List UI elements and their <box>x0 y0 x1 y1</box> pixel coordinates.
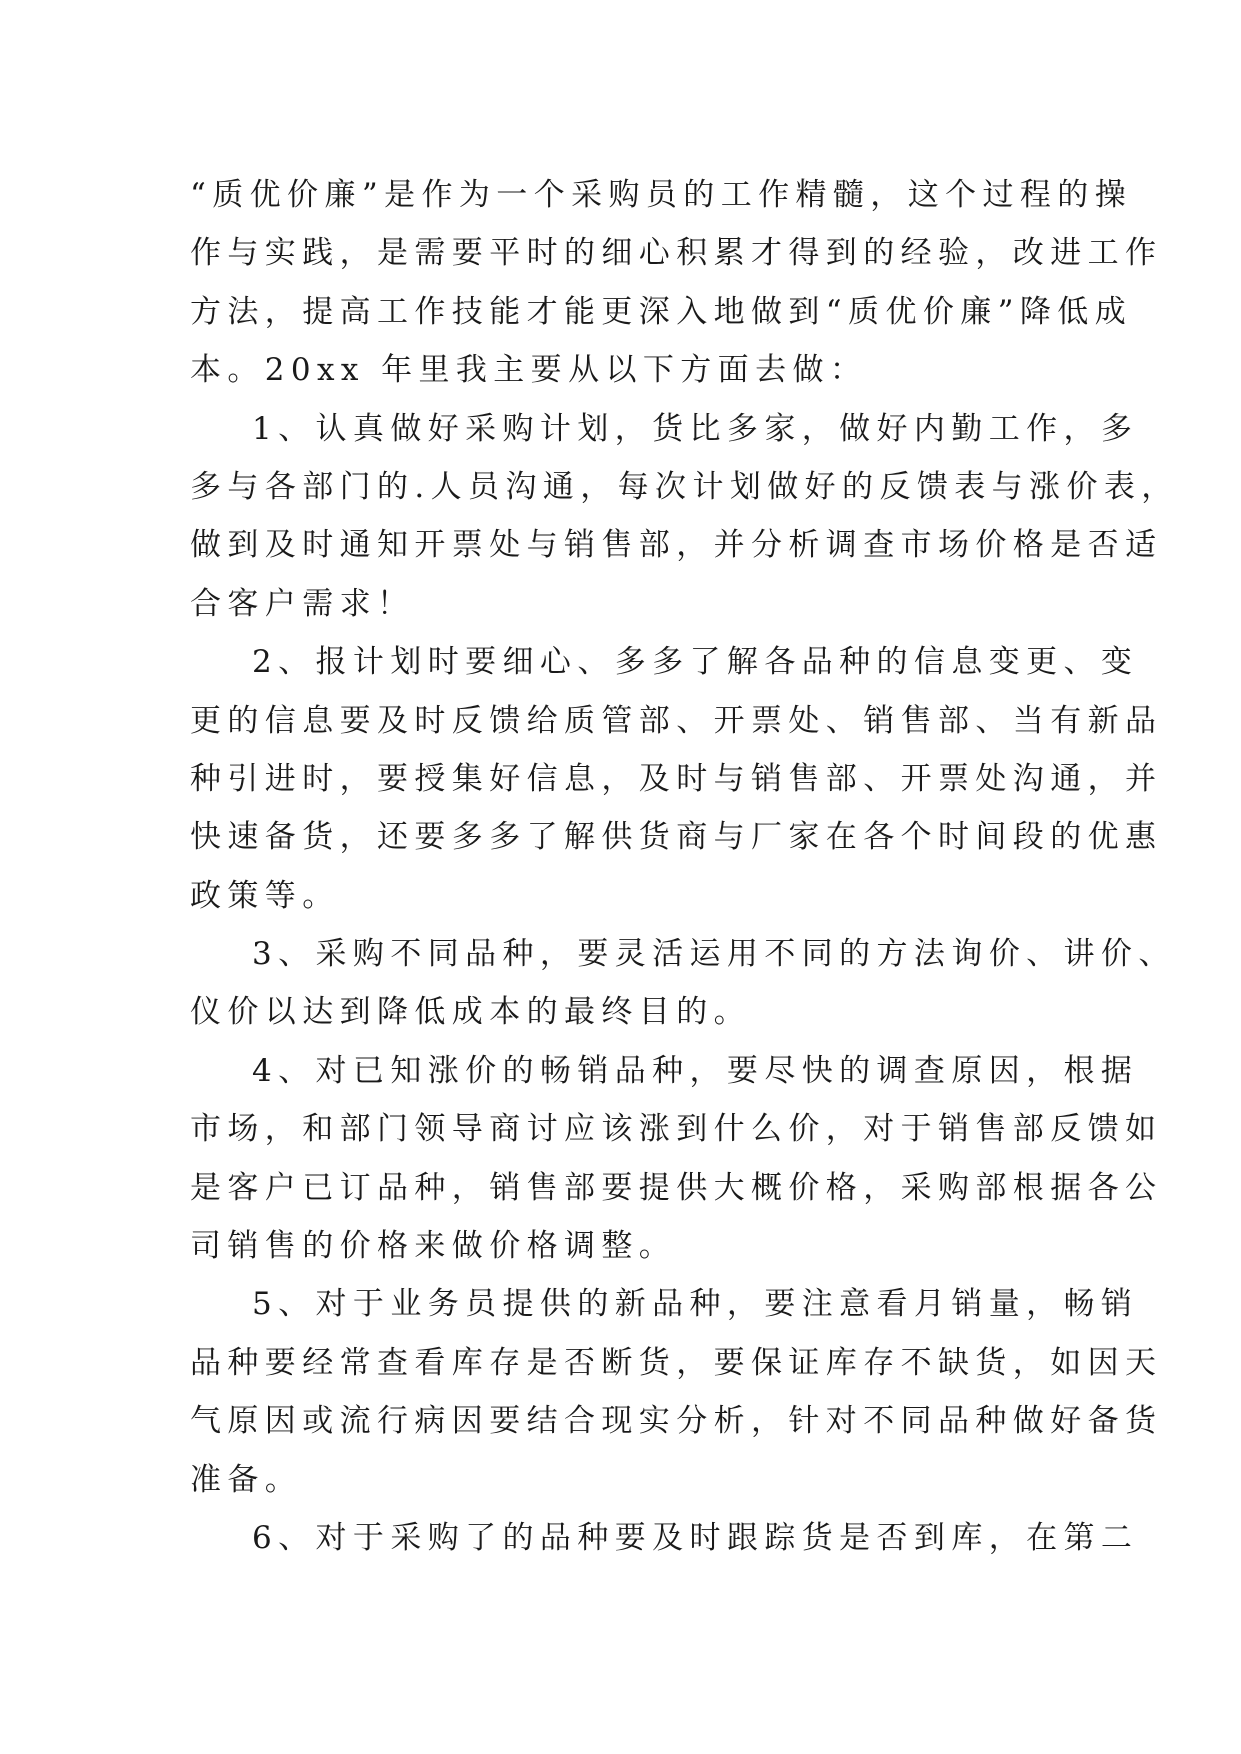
text-line: 6、对于采购了的品种要及时跟踪货是否到库，在第二 <box>252 1519 1139 1556</box>
text-line: 政策等。 <box>190 877 340 914</box>
document-body <box>190 166 1179 1567</box>
text-line: 3、采购不同品种，要灵活运用不同的方法询价、讲价、 <box>252 936 1176 973</box>
text-line: 4、对已知涨价的畅销品种，要尽快的调查原因，根据 <box>252 1052 1139 1089</box>
text-line: 品种要经常查看库存是否断货，要保证库存不缺货，如因天 <box>190 1344 1163 1381</box>
text-line: 方法，提高工作技能才能更深入地做到“质优价廉”降低成 <box>190 293 1133 330</box>
text-line: 司销售的价格来做价格调整。 <box>190 1228 677 1265</box>
text-line: 本。20xx 年里我主要从以下方面去做： <box>190 352 868 389</box>
text-line: 仪价以达到降低成本的最终目的。 <box>190 994 751 1031</box>
text-line: 气原因或流行病因要结合现实分析，针对不同品种做好备货 <box>190 1403 1163 1440</box>
text-line: “质优价廉”是作为一个采购员的工作精髓，这个过程的操 <box>190 177 1133 213</box>
text-line: 准备。 <box>190 1461 303 1498</box>
text-line: 合客户需求！ <box>190 585 415 622</box>
text-line: 快速备货，还要多多了解供货商与厂家在各个时间段的优惠 <box>190 819 1163 856</box>
text-line: 多与各部门的.人员沟通，每次计划做好的反馈表与涨价表， <box>190 468 1179 505</box>
text-line: 1、认真做好采购计划，货比多家，做好内勤工作，多 <box>252 410 1139 447</box>
text-line: 5、对于业务员提供的新品种，要注意看月销量，畅销 <box>252 1286 1139 1323</box>
text-line: 市场，和部门领导商讨应该涨到什么价，对于销售部反馈如 <box>190 1111 1163 1148</box>
text-line: 2、报计划时要细心、多多了解各品种的信息变更、变 <box>252 644 1139 681</box>
text-line: 更的信息要及时反馈给质管部、开票处、销售部、当有新品 <box>190 702 1163 739</box>
text-line: 种引进时，要授集好信息，及时与销售部、开票处沟通，并 <box>190 760 1163 797</box>
text-line: 是客户已订品种，销售部要提供大概价格，采购部根据各公 <box>190 1169 1163 1206</box>
text-line: 做到及时通知开票处与销售部，并分析调查市场价格是否适 <box>190 527 1163 564</box>
text-line: 作与实践，是需要平时的细心积累才得到的经验，改进工作 <box>190 235 1163 272</box>
